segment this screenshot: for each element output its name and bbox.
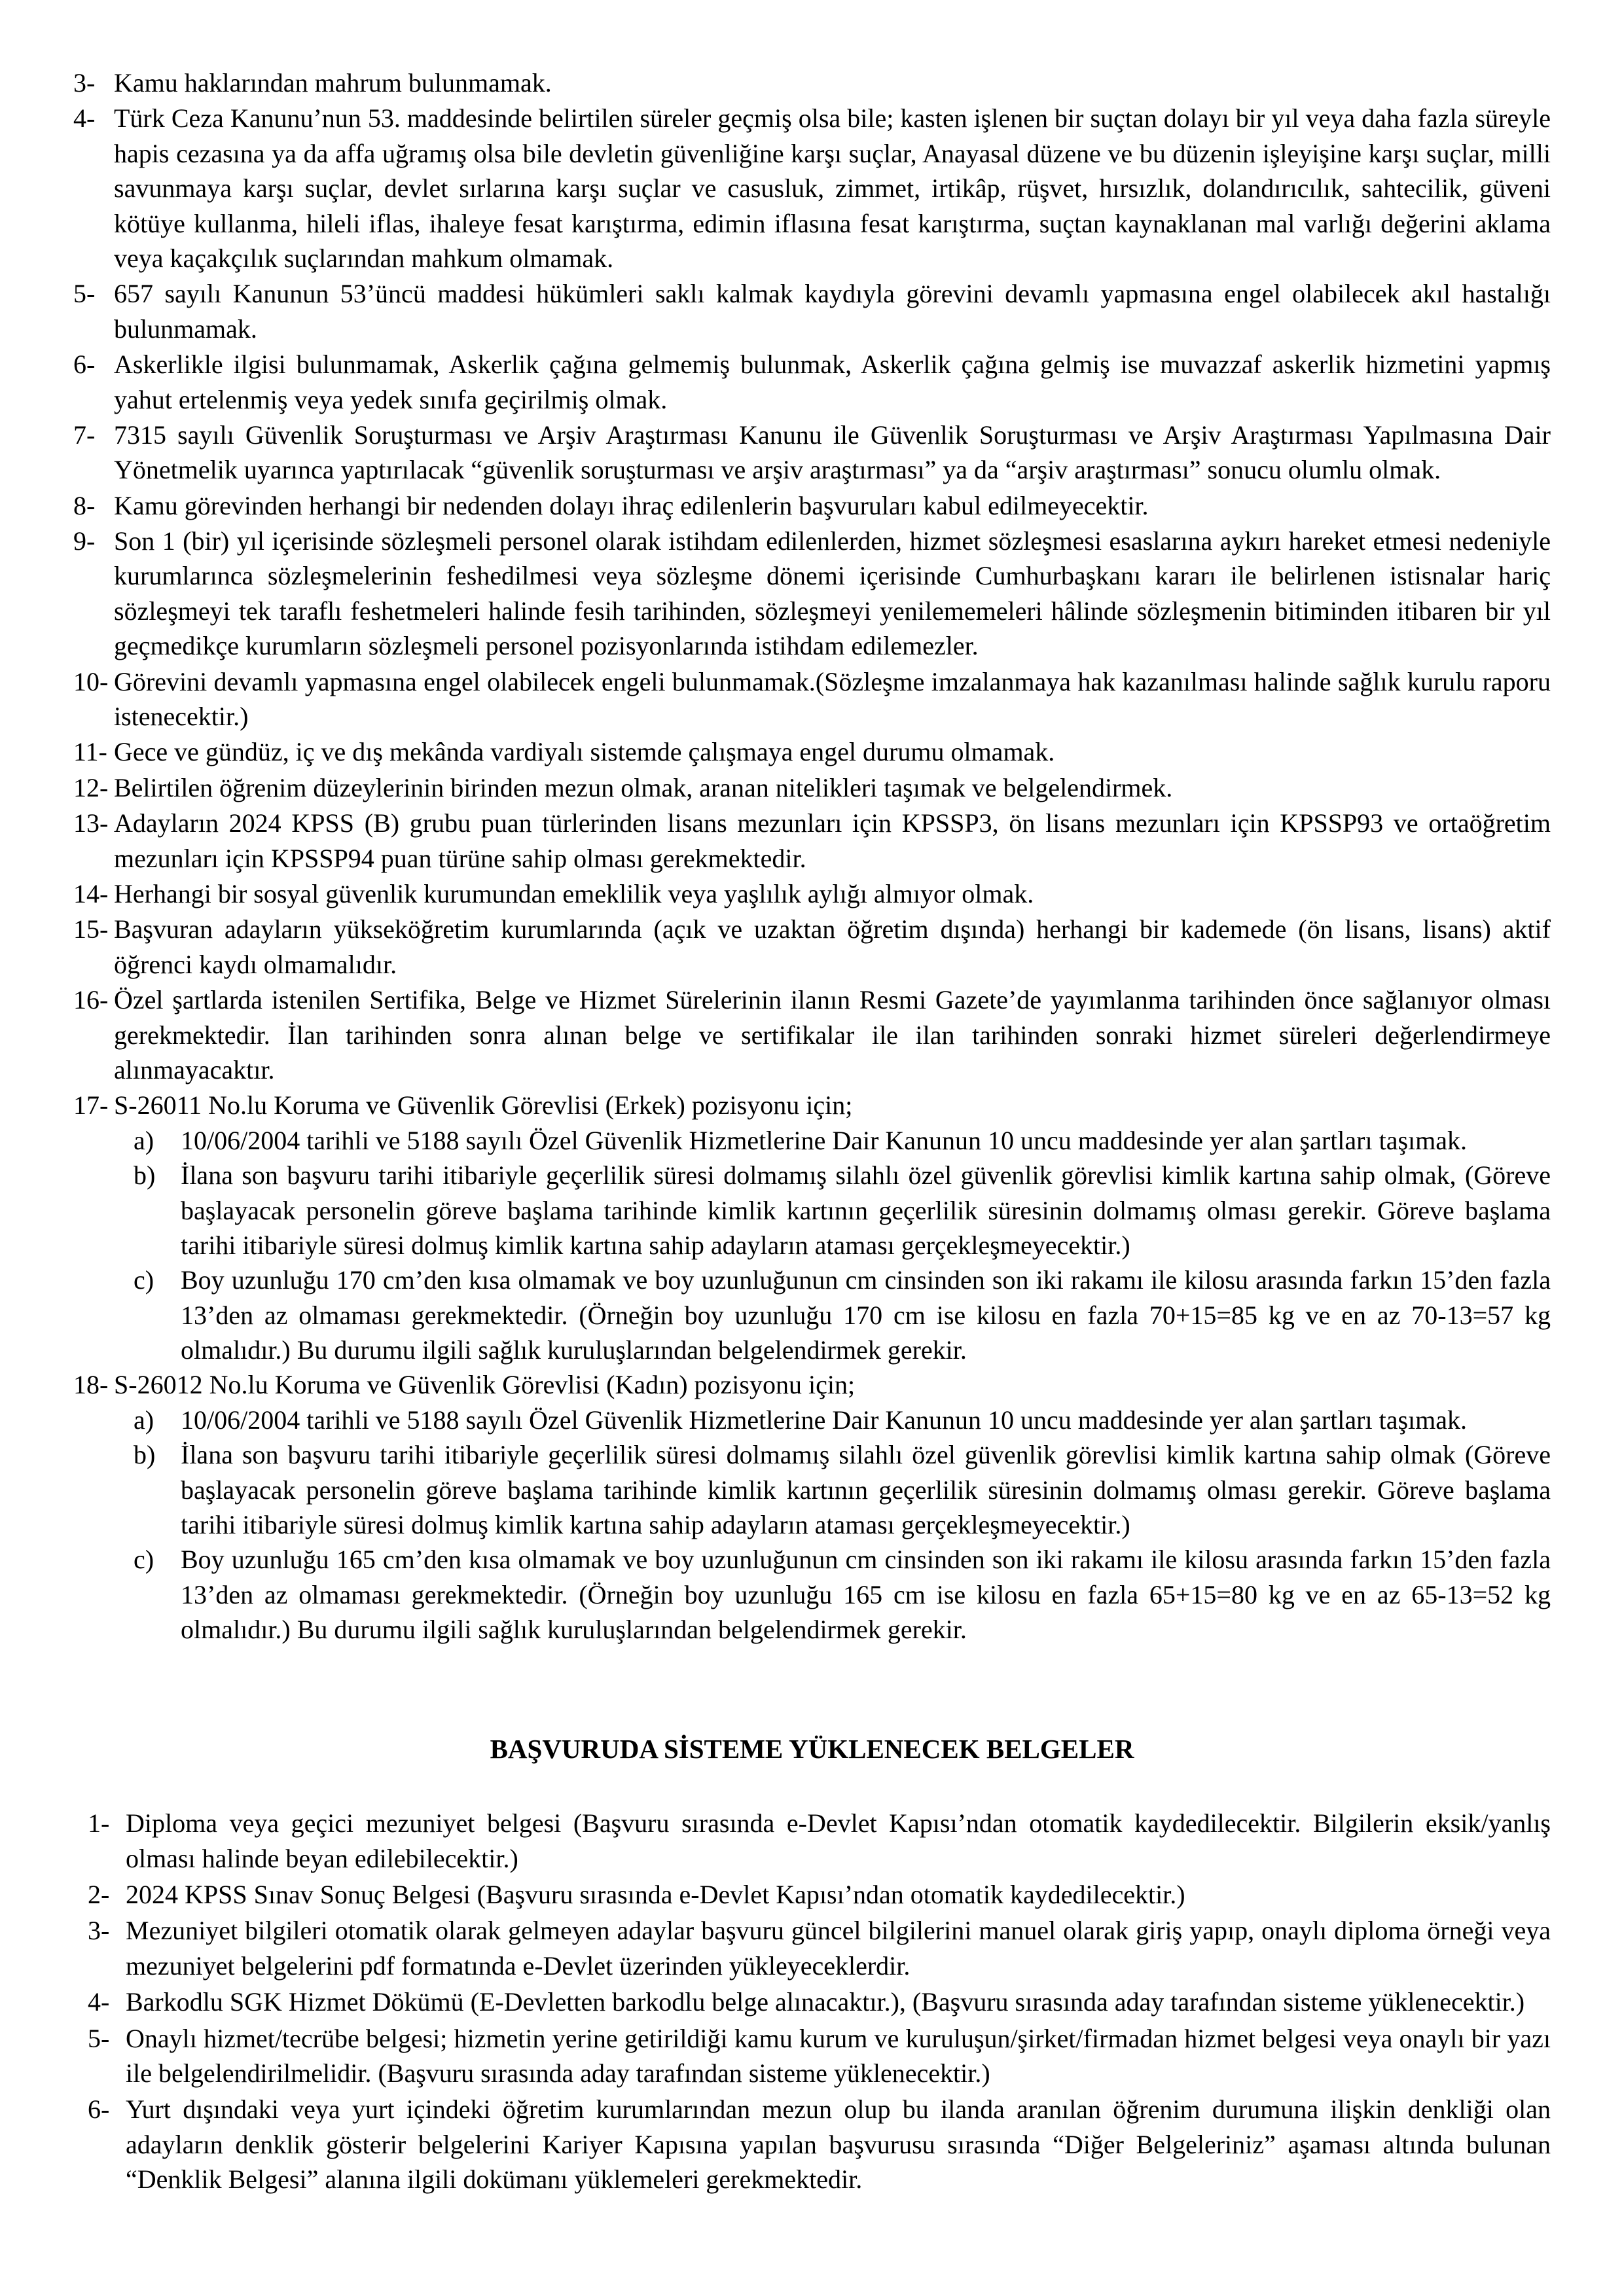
list-item-number: 9- (73, 526, 96, 556)
title-spacer (73, 1767, 1551, 1806)
sub-list-text: İlana son başvuru tarihi itibariyle geçerlilik süresi dolmamış silahlı özel güvenlik görevlisi kimlik kartına sahip olmak (Göreve başlayacak personelin göreve başlama tarihinde kimlik kartının geçerlilik süresinin dolmamış olması gerekir. Göreve başlama tarihi itibariyle süresi dolmuş kimlik kartına sahip adayların ataması gerçekleşmeyecektir.) (181, 1440, 1551, 1540)
list-item-text: Başvuran adayların yükseköğretim kurumlarında (açık ve uzaktan öğretim dışında) herhangi bir kademede (ön lisans, lisans) aktif öğrenci kaydı olmamalıdır. (114, 914, 1551, 979)
list-item-text: Adayların 2024 KPSS (B) grubu puan türlerinden lisans mezunları için KPSSP3, ön lisans mezunları için KPSSP93 ve ortaöğretim mezunları için KPSSP94 puan türüne sahip olması gerekmektedir. (114, 808, 1551, 873)
sub-list-letter: c) (134, 1545, 154, 1575)
sub-list-text: İlana son başvuru tarihi itibariyle geçerlilik süresi dolmamış silahlı özel güvenlik görevlisi kimlik kartına sahip olmak, (Göreve başlayacak personelin göreve başlama tarihinde kimlik kartının geçerlilik süresinin dolmamış olması gerekir. Göreve başlama tarihi itibariyle süresi dolmuş kimlik kartına sahip adayların ataması gerçekleşmeyecektir.) (181, 1160, 1551, 1260)
position-number: 17- (73, 1090, 109, 1121)
list-item (73, 488, 1551, 523)
list-item-number: 4- (88, 1987, 110, 2017)
list-item (73, 418, 1551, 488)
position-heading: S-26011 No.lu Koruma ve Güvenlik Görevlisi (Erkek) pozisyonu için; (114, 1090, 853, 1121)
list-item-text: Son 1 (bir) yıl içerisinde sözleşmeli personel olarak istihdam edilenlerden, hizmet sözleşmesi esaslarına aykırı hareket etmesi nedeniyle kurumlarınca sözleşmelerinin feshedilmesi veya sözleşme dönemi içerisinde Cumhurbaşkanı kararı ile belirlenen istisnalar hariç sözleşmeyi tek taraflı feshetmeleri halinde fesih tarihinden, sözleşmeyi yenilememeleri hâlinde sözleşmenin bitiminden itibaren bir yıl geçmedikçe kurumların sözleşmeli personel pozisyonlarında istihdam edilemezler. (114, 526, 1551, 661)
list-item-number: 13- (73, 808, 109, 838)
list-item (73, 276, 1551, 346)
list-item (73, 101, 1551, 276)
required-documents-list (73, 1806, 1551, 2197)
list-item-text: Türk Ceza Kanunu’nun 53. maddesinde belirtilen süreler geçmiş olsa bile; kasten işlenen bir suçtan dolayı bir yıl veya daha fazla süreyle hapis cezasına ya da affa uğramış olsa bile devletin güvenliğine karşı suçlar, Anayasal düzene ve bu düzenin işleyişine karşı suçlar, milli savunmaya karşı suçlar, devlet sırlarına karşı suçlar ve casusluk, zimmet, irtikâp, rüşvet, hırsızlık, dolandırıcılık, sahtecilik, güveni kötüye kullanma, hileli iflas, ihaleye fesat karıştırma, edimin iflasına fesat karıştırma, suçtan kaynaklanan mal varlığı değerini aklama veya kaçakçılık suçlarından mahkum olmamak. (114, 103, 1551, 273)
list-item-number: 16- (73, 985, 109, 1015)
list-item-number: 4- (73, 103, 96, 134)
list-item-number: 2- (88, 1880, 110, 1910)
list-item (88, 1984, 1551, 2019)
sub-list-text: Boy uzunluğu 170 cm’den kısa olmamak ve boy uzunluğunun cm cinsinden son iki rakamı ile kilosu arasında farkın 15’den fazla 13’den az olmaması gerekmektedir. (Örneğin boy uzunluğu 170 cm ise kilosu en fazla 70+15=85 kg ve en az 70-13=57 kg olmalıdır.) Bu durumu ilgili sağlık kuruluşlarından belgelendirmek gerekir. (181, 1265, 1551, 1365)
list-item-text: Barkodlu SGK Hizmet Dökümü (E-Devletten barkodlu belge alınacaktır.), (Başvuru sırasında aday tarafından sisteme yüklenecektir.) (126, 1987, 1525, 2017)
sub-list-text: 10/06/2004 tarihli ve 5188 sayılı Özel Güvenlik Hizmetlerine Dair Kanunun 10 uncu maddesinde yer alan şartları taşımak. (181, 1125, 1468, 1155)
list-item-number: 8- (73, 490, 96, 520)
list-item (73, 524, 1551, 664)
page-title: BAŞVURUDA SİSTEME YÜKLENECEK BELGELER (490, 1733, 1134, 1764)
list-item-text: Herhangi bir sosyal güvenlik kurumundan emeklilik veya yaşlılık aylığı almıyor olmak. (114, 878, 1034, 908)
list-item-text: 657 sayılı Kanunun 53’üncü maddesi hükümleri saklı kalmak kaydıyla görevini devamlı yapmasına engel olabilecek akıl hastalığı bulunmamak. (114, 279, 1551, 344)
list-item (88, 1877, 1551, 1912)
position-18-sublist (73, 1403, 1551, 1647)
position-block-18 (73, 1367, 1551, 1647)
list-item (73, 912, 1551, 982)
list-item (73, 770, 1551, 805)
list-item-text: Görevini devamlı yapmasına engel olabilecek engeli bulunmamak.(Sözleşme imzalanmaya hak kazanılması halinde sağlık kurulu raporu istenecektir.) (114, 666, 1551, 732)
sub-list-item (134, 1403, 1551, 1437)
position-17-sublist (73, 1123, 1551, 1368)
general-requirements-list (73, 65, 1551, 1087)
list-item (88, 2021, 1551, 2091)
list-item (73, 806, 1551, 876)
position-heading: S-26012 No.lu Koruma ve Güvenlik Görevlisi (Kadın) pozisyonu için; (114, 1370, 856, 1400)
list-item-text: 2024 KPSS Sınav Sonuç Belgesi (Başvuru sırasında e-Devlet Kapısı’ndan otomatik kaydedilecektir.) (126, 1880, 1185, 1910)
list-item-text: Askerlikle ilgisi bulunmamak, Askerlik çağına gelmemiş bulunmak, Askerlik çağına gelmiş ise muvazzaf askerlik hizmetini yapmış yahut ertelenmiş veya yedek sınıfa geçirilmiş olmak. (114, 350, 1551, 414)
list-item-number: 6- (73, 350, 96, 380)
list-item-text: Özel şartlarda istenilen Sertifika, Belge ve Hizmet Sürelerinin ilanın Resmi Gazete’de yayımlanma tarihinden önce sağlanıyor olması gerekmektedir. İlan tarihinden sonra alınan belge ve sertifikalar ile ilan tarihinden sonraki hizmet süreleri değerlendirmeye alınmayacaktır. (114, 985, 1551, 1085)
sub-list-item (134, 1123, 1551, 1158)
list-item (73, 876, 1551, 911)
list-item-number: 1- (88, 1808, 110, 1839)
list-item (88, 1806, 1551, 1876)
list-item (73, 982, 1551, 1087)
list-item (88, 1913, 1551, 1983)
list-item (73, 664, 1551, 734)
sub-list-item (134, 1542, 1551, 1647)
list-item-number: 10- (73, 666, 109, 696)
list-item-number: 11- (73, 737, 107, 767)
position-heading-row (73, 1088, 1551, 1122)
list-item-number: 15- (73, 914, 109, 944)
list-item (73, 347, 1551, 417)
list-item-text: Onaylı hizmet/tecrübe belgesi; hizmetin yerine getirildiği kamu kurum ve kuruluşun/şirket/firmadan hizmet belgesi veya onaylı bir yazı ile belgelendirilmelidir. (Başvuru sırasında aday tarafından sisteme yüklenecektir.) (126, 2023, 1551, 2089)
sub-list-text: Boy uzunluğu 165 cm’den kısa olmamak ve boy uzunluğunun cm cinsinden son iki rakamı ile kilosu arasında farkın 15’den fazla 13’den az olmaması gerekmektedir. (Örneğin boy uzunluğu 165 cm ise kilosu en fazla 65+15=80 kg ve en az 65-13=52 kg olmalıdır.) Bu durumu ilgili sağlık kuruluşlarından belgelendirmek gerekir. (181, 1545, 1551, 1645)
list-item-text: Diploma veya geçici mezuniyet belgesi (Başvuru sırasında e-Devlet Kapısı’ndan otomatik kaydedilecektir. Bilgilerin eksik/yanlış olması halinde beyan edilebilecektir.) (126, 1808, 1551, 1873)
list-item-text: Yurt dışındaki veya yurt içindeki öğretim kurumlarından mezun olup bu ilanda aranılan öğrenim durumuna ilişkin denkliği olan adayların denklik gösterir belgelerini Kariyer Kapısına yapılan başvurusu sırasında “Diğer Belgeleriniz” aşaması altında bulunan “Denklik Belgesi” alanına ilgili dokümanı yüklemeleri gerekmektedir. (126, 2094, 1551, 2195)
list-item-text: Mezuniyet bilgileri otomatik olarak gelmeyen adaylar başvuru güncel bilgilerini manuel olarak giriş yapıp, onaylı diploma örneği veya mezuniyet belgelerini pdf formatında e-Devlet üzerinden yükleyeceklerdir. (126, 1916, 1551, 1981)
list-item-text: Kamu görevinden herhangi bir nedenden dolayı ihraç edilenlerin başvuruları kabul edilmeyecektir. (114, 490, 1149, 520)
sub-list-item (134, 1158, 1551, 1263)
position-heading-row (73, 1367, 1551, 1402)
list-item (88, 2092, 1551, 2197)
sub-list-item (134, 1263, 1551, 1367)
sub-list-item (134, 1437, 1551, 1542)
list-item-number: 3- (73, 68, 96, 98)
list-item-number: 7- (73, 420, 96, 450)
list-item-text: 7315 sayılı Güvenlik Soruşturması ve Arşiv Araştırması Kanunu ile Güvenlik Soruşturması ve Arşiv Araştırması Yapılmasına Dair Yönetmelik uyarınca yaptırılacak “güvenlik soruşturması ve arşiv araştırması” ya da “arşiv araştırması” sonucu olumlu olmak. (114, 420, 1551, 485)
list-item (73, 65, 1551, 100)
sub-list-letter: b) (134, 1160, 156, 1191)
list-item-number: 5- (73, 279, 96, 309)
list-item-number: 3- (88, 1916, 110, 1946)
section-spacer (73, 1647, 1551, 1731)
sub-list-text: 10/06/2004 tarihli ve 5188 sayılı Özel Güvenlik Hizmetlerine Dair Kanunun 10 uncu maddesinde yer alan şartları taşımak. (181, 1405, 1468, 1435)
list-item (73, 734, 1551, 769)
list-item-number: 5- (88, 2023, 110, 2053)
position-number: 18- (73, 1370, 109, 1400)
sub-list-letter: b) (134, 1440, 156, 1470)
list-item-text: Kamu haklarından mahrum bulunmamak. (114, 68, 552, 98)
list-item-number: 14- (73, 878, 109, 908)
position-block-17 (73, 1088, 1551, 1367)
list-item-text: Belirtilen öğrenim düzeylerinin birinden mezun olmak, aranan nitelikleri taşımak ve belgelendirmek. (114, 772, 1173, 802)
sub-list-letter: a) (134, 1405, 154, 1435)
sub-list-letter: c) (134, 1265, 154, 1295)
list-item-number: 12- (73, 772, 109, 802)
list-item-text: Gece ve gündüz, iç ve dış mekânda vardiyalı sistemde çalışmaya engel durumu olmamak. (114, 737, 1055, 767)
sub-list-letter: a) (134, 1125, 154, 1155)
list-item-number: 6- (88, 2094, 110, 2125)
